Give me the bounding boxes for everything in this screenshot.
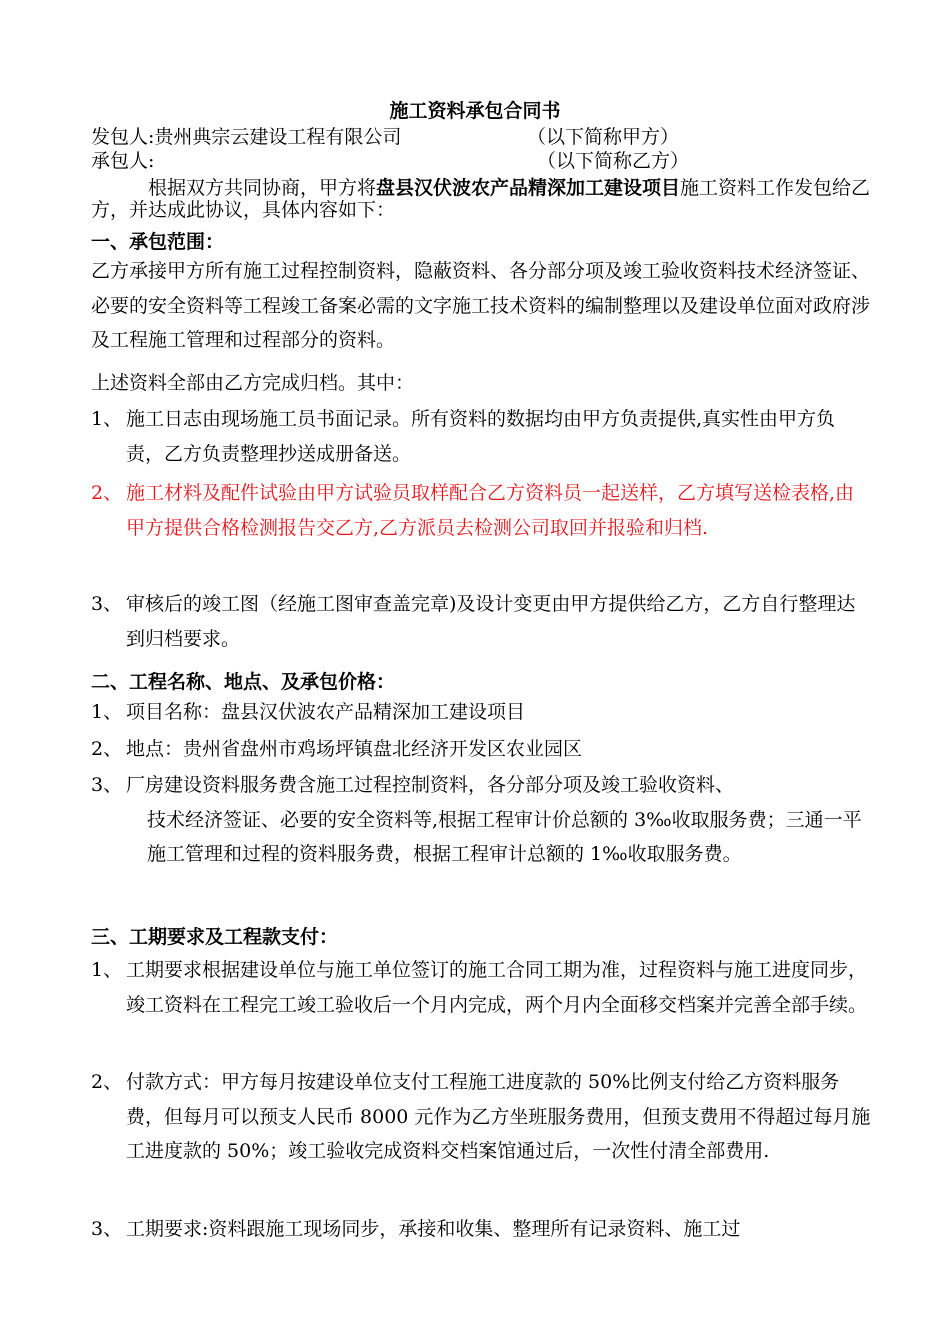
- intro-project-name: 盘县汉伏波农产品精深加工建设项目: [376, 177, 681, 199]
- item-text: 施工材料及配件试验由甲方试验员取样配合乙方资料员一起送样，乙方填写送检表格,由甲方提供合格检测报告交乙方,乙方派员去检测公司取回并报验和归档.: [126, 482, 855, 539]
- schedule-item-2: [91, 1065, 871, 1169]
- item-number: 3、: [91, 1218, 123, 1240]
- employer-label: 发包人:: [91, 126, 155, 148]
- item-text: 工期要求根据建设单位与施工单位签订的施工合同工期为准，过程资料与施工进度同步，竣工资料在工程完工竣工验收后一个月内完成，两个月内全面移交档案并完善全部手续。: [126, 959, 868, 1016]
- document-title: 施工资料承包合同书: [389, 100, 561, 122]
- contractor-line: [91, 150, 690, 172]
- scope-item-3: [91, 587, 871, 656]
- item-number: 2、: [91, 1071, 123, 1093]
- item-text: 地点：贵州省盘州市鸡场坪镇盘北经济开发区农业园区: [126, 738, 583, 760]
- section-heading-scope: 一、承包范围：: [91, 231, 225, 253]
- intro-text-after: 施工资料工作发包给乙方，并达成此协议，具体内容如下：: [91, 177, 871, 221]
- item-text: 工期要求:资料跟施工现场同步，承接和收集、整理所有记录资料、施工过: [126, 1218, 741, 1240]
- employer-note: （以下简称甲方）: [527, 126, 680, 148]
- scope-summary: 上述资料全部由乙方完成归档。其中：: [91, 372, 415, 394]
- employer-line: [91, 126, 680, 148]
- project-item-3: [91, 768, 871, 872]
- item-text: 项目名称：盘县汉伏波农产品精深加工建设项目: [126, 701, 526, 723]
- item-number: 1、: [91, 959, 123, 981]
- section-heading-project: 二、工程名称、地点、及承包价格：: [91, 671, 396, 693]
- item-number: 1、: [91, 701, 123, 723]
- item-number: 3、: [91, 593, 123, 615]
- employer-name: 贵州典宗云建设工程有限公司: [154, 126, 402, 148]
- contractor-note: （以下简称乙方）: [537, 150, 690, 172]
- intro-text-before: 根据双方共同协商，甲方将: [148, 177, 377, 199]
- scope-item-1: [91, 402, 871, 471]
- schedule-item-3: [91, 1212, 871, 1247]
- item-number: 3、: [91, 774, 123, 796]
- item-text-block: [126, 768, 871, 872]
- project-item-2: [91, 732, 871, 767]
- contractor-label: 承包人:: [91, 150, 155, 172]
- scope-body: 乙方承接甲方所有施工过程控制资料，隐蔽资料、各分部分项及竣工验收资料技术经济签证、必要的安全资料等工程竣工备案必需的文字施工技术资料的编制整理以及建设单位面对政府涉及工程施工管理和过程部分的资料。: [91, 260, 871, 351]
- section-heading-schedule: 三、工期要求及工程款支付：: [91, 926, 339, 948]
- item-text: 付款方式：甲方每月按建设单位支付工程施工进度款的 50%比例支付给乙方资料服务费，但每月可以预支人民币 8000 元作为乙方坐班服务费用，但预支费用不得超过每月施工进度款的 50%；竣工验收完成资料交档案馆通过后，一次性付清全部费用.: [126, 1071, 871, 1162]
- intro-paragraph: [91, 177, 871, 221]
- item-number: 1、: [91, 408, 123, 430]
- schedule-item-1: [91, 953, 871, 1022]
- item-number: 2、: [91, 482, 123, 504]
- item-number: 2、: [91, 738, 123, 760]
- item-text: 施工日志由现场施工员书面记录。所有资料的数据均由甲方负责提供,真实性由甲方负责，乙方负责整理抄送成册备送。: [126, 408, 836, 465]
- item-text-first-line: 厂房建设资料服务费含施工过程控制资料，各分部分项及竣工验收资料、: [126, 774, 735, 796]
- project-item-1: [91, 695, 871, 730]
- item-text-rest: 技术经济签证、必要的安全资料等,根据工程审计价总额的 3‰收取服务费；三通一平施工管理和过程的资料服务费，根据工程审计总额的 1‰收取服务费。: [147, 808, 862, 865]
- item-text: 审核后的竣工图（经施工图审查盖完章)及设计变更由甲方提供给乙方，乙方自行整理达到归档要求。: [126, 593, 856, 650]
- scope-item-2: [91, 476, 871, 545]
